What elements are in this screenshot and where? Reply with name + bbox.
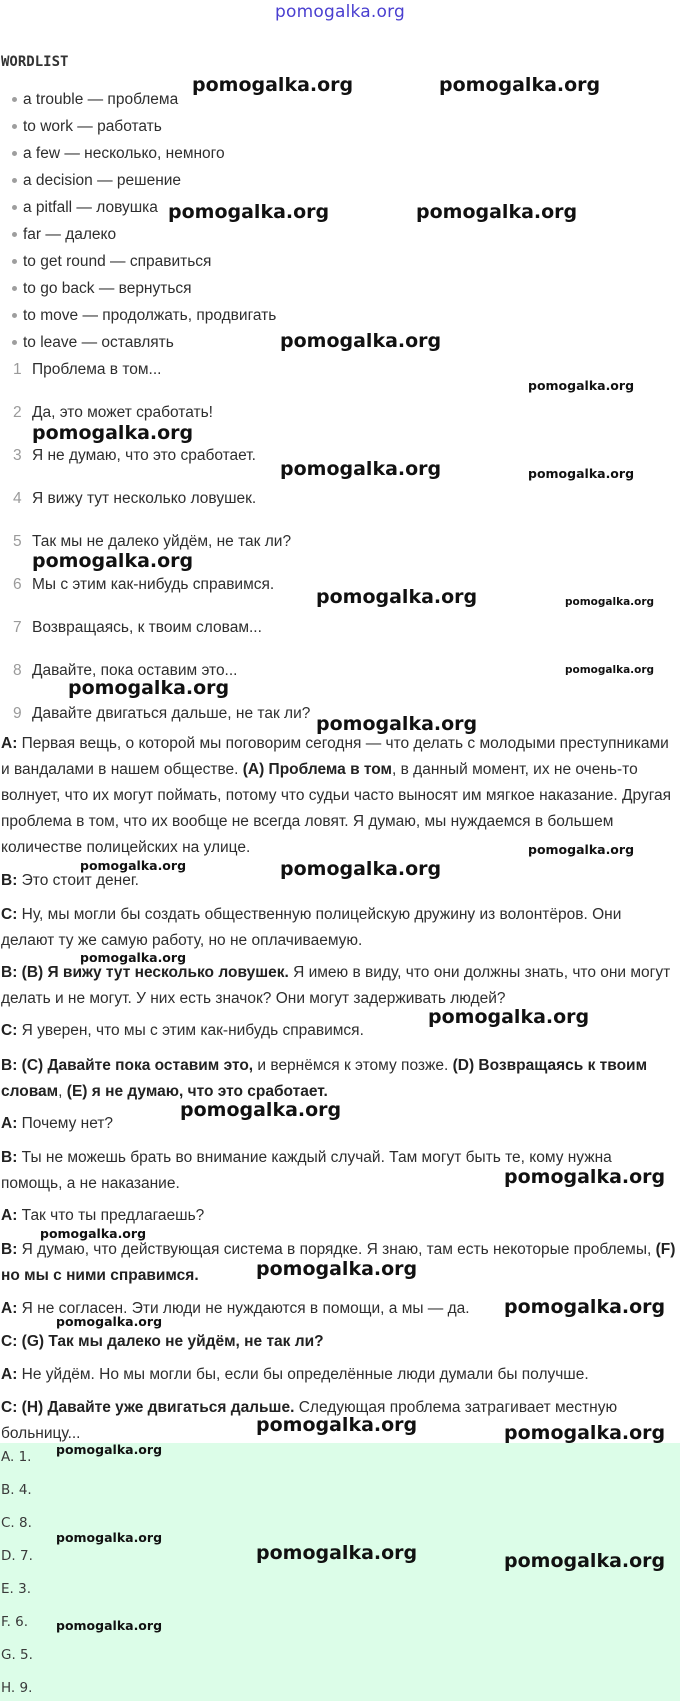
watermark: pomogalka.org: [528, 842, 635, 857]
wordlist-item: a few — несколько, немного: [12, 145, 225, 163]
wordlist-item: to get round — справиться: [12, 253, 211, 271]
wordlist-item: far — далеко: [12, 226, 116, 244]
watermark: pomogalka.org: [316, 713, 478, 735]
phrase-text: Давайте двигаться дальше, не так ли?: [32, 705, 311, 722]
watermark: pomogalka.org: [439, 74, 601, 96]
watermark: pomogalka.org: [256, 1258, 418, 1280]
phrase-number: 9: [13, 705, 22, 722]
watermark: pomogalka.org: [280, 858, 442, 880]
watermark: pomogalka.org: [180, 1099, 342, 1121]
watermark: pomogalka.org: [280, 458, 442, 480]
watermark: pomogalka.org: [256, 1542, 418, 1564]
watermark: pomogalka.org: [68, 677, 230, 699]
watermark: pomogalka.org: [56, 1442, 163, 1457]
answer-item: H. 9.: [1, 1680, 33, 1696]
dialogue-line: C: (H) Давайте уже двигаться дальше. Следующая проблема затрагивает местную больницу...: [1, 1399, 618, 1442]
watermark: pomogalka.org: [428, 1006, 590, 1028]
phrase-text: Мы с этим как-нибудь справимся.: [32, 576, 275, 593]
watermark: pomogalka.org: [256, 1414, 418, 1436]
phrase-number: 7: [13, 619, 22, 636]
watermark: pomogalka.org: [316, 586, 478, 608]
watermark: pomogalka.org: [504, 1166, 666, 1188]
answers-panel: [0, 1443, 680, 1701]
watermark: pomogalka.org: [280, 330, 442, 352]
watermark: pomogalka.org: [80, 858, 187, 873]
watermark: pomogalka.org: [565, 664, 655, 676]
watermark: pomogalka.org: [168, 201, 330, 223]
dialogue-line: A: Так что ты предлагаешь?: [1, 1207, 205, 1224]
wordlist-item: to work — работать: [12, 118, 162, 136]
phrase-number: 2: [13, 404, 22, 421]
answer-item: C. 8.: [1, 1515, 32, 1531]
answer-item: E. 3.: [1, 1581, 31, 1597]
phrase-number: 6: [13, 576, 22, 593]
watermark: pomogalka.org: [504, 1296, 666, 1318]
dialogue-line: A: Я не согласен. Эти люди не нуждаются в помощи, а мы — да.: [1, 1300, 470, 1317]
phrase-text: Так мы не далеко уйдём, не так ли?: [32, 533, 292, 550]
watermark: pomogalka.org: [32, 550, 194, 572]
answer-item: A. 1.: [1, 1449, 32, 1465]
phrase-number: 5: [13, 533, 22, 550]
answer-item: F. 6.: [1, 1614, 29, 1630]
watermark: pomogalka.org: [32, 422, 194, 444]
bullet-icon: [12, 124, 17, 129]
wordlist-item: a trouble — проблема: [12, 91, 178, 109]
bullet-icon: [12, 286, 17, 291]
watermark: pomogalka.org: [56, 1530, 163, 1545]
bullet-icon: [12, 178, 17, 183]
wordlist-item: a decision — решение: [12, 172, 181, 190]
bullet-icon: [12, 232, 17, 237]
dialogue-line: A: Почему нет?: [1, 1115, 114, 1132]
dialogue-line: B: Ты не можешь брать во внимание каждый случай. Там могут быть те, кому нужна помощь, а не наказание.: [1, 1149, 612, 1192]
answer-item: B. 4.: [1, 1482, 32, 1498]
watermark: pomogalka.org: [416, 201, 578, 223]
watermark: pomogalka.org: [80, 950, 187, 965]
watermark: pomogalka.org: [504, 1550, 666, 1572]
bullet-icon: [12, 205, 17, 210]
bullet-icon: [12, 259, 17, 264]
bullet-icon: [12, 151, 17, 156]
watermark: pomogalka.org: [504, 1422, 666, 1444]
dialogue-line: B: (C) Давайте пока оставим это, и вернёмся к этому позже. (D) Возвращаясь к твоим словам, (E) я не думаю, что это сработает.: [1, 1057, 648, 1100]
wordlist-item: to go back — вернуться: [12, 280, 192, 298]
phrase-text: Я не думаю, что это сработает.: [32, 447, 256, 464]
bullet-icon: [12, 313, 17, 318]
phrase-number: 4: [13, 490, 22, 507]
watermark: pomogalka.org: [528, 466, 635, 481]
phrase-number: 1: [13, 361, 22, 378]
wordlist-item: a pitfall — ловушка: [12, 199, 158, 217]
phrase-number: 3: [13, 447, 22, 464]
dialogue-line: B: (B) Я вижу тут несколько ловушек. Я имею в виду, что они должны знать, что они могут делать и не могут. У них есть значок? Они могут задерживать людей?: [1, 964, 671, 1007]
wordlist-title: WORDLIST: [1, 54, 69, 70]
bullet-icon: [12, 97, 17, 102]
phrase-text: Я вижу тут несколько ловушек.: [32, 490, 257, 507]
phrase-text: Проблема в том...: [32, 361, 162, 378]
watermark: pomogalka.org: [40, 1226, 147, 1241]
site-header-link[interactable]: pomogalka.org: [275, 2, 405, 22]
answer-item: D. 7.: [1, 1548, 33, 1564]
wordlist-item: to move — продолжать, продвигать: [12, 307, 276, 325]
dialogue-line: C: (G) Так мы далеко не уйдём, не так ли?: [1, 1333, 324, 1350]
watermark: pomogalka.org: [56, 1618, 163, 1633]
phrase-text: Возвращаясь, к твоим словам...: [32, 619, 262, 636]
answer-item: G. 5.: [1, 1647, 33, 1663]
dialogue-line: C: Ну, мы могли бы создать общественную полицейскую дружину из волонтёров. Они делают ту же самую работу, но не оплачиваемую.: [1, 906, 622, 949]
phrase-text: Давайте, пока оставим это...: [32, 662, 238, 679]
watermark: pomogalka.org: [528, 378, 635, 393]
phrase-text: Да, это может сработать!: [32, 404, 213, 421]
dialogue-line: A: Первая вещь, о которой мы поговорим сегодня — что делать с молодыми преступниками и вандалами в нашем обществе. (A) Проблема в том, в данный момент, их не очень-то волнует, что их могут поймать, потому что судьи часто выносят им мягкое наказание. Другая проблема в том, что их вообще не всегда ловят. Я думаю, мы нуждаемся в большем количестве полицейских на улице.: [1, 735, 672, 856]
phrase-number: 8: [13, 662, 22, 679]
watermark: pomogalka.org: [192, 74, 354, 96]
watermark: pomogalka.org: [56, 1314, 163, 1329]
wordlist-item: to leave — оставлять: [12, 334, 174, 352]
dialogue-line: A: Не уйдём. Но мы могли бы, если бы определённые люди думали бы получше.: [1, 1366, 589, 1383]
watermark: pomogalka.org: [565, 596, 655, 608]
dialogue-line: B: Это стоит денег.: [1, 872, 139, 889]
bullet-icon: [12, 340, 17, 345]
dialogue-line: C: Я уверен, что мы с этим как-нибудь справимся.: [1, 1022, 364, 1039]
dialogue-line: B: Я думаю, что действующая система в порядке. Я знаю, там есть некоторые проблемы, (F) но мы с ними справимся.: [1, 1241, 676, 1284]
